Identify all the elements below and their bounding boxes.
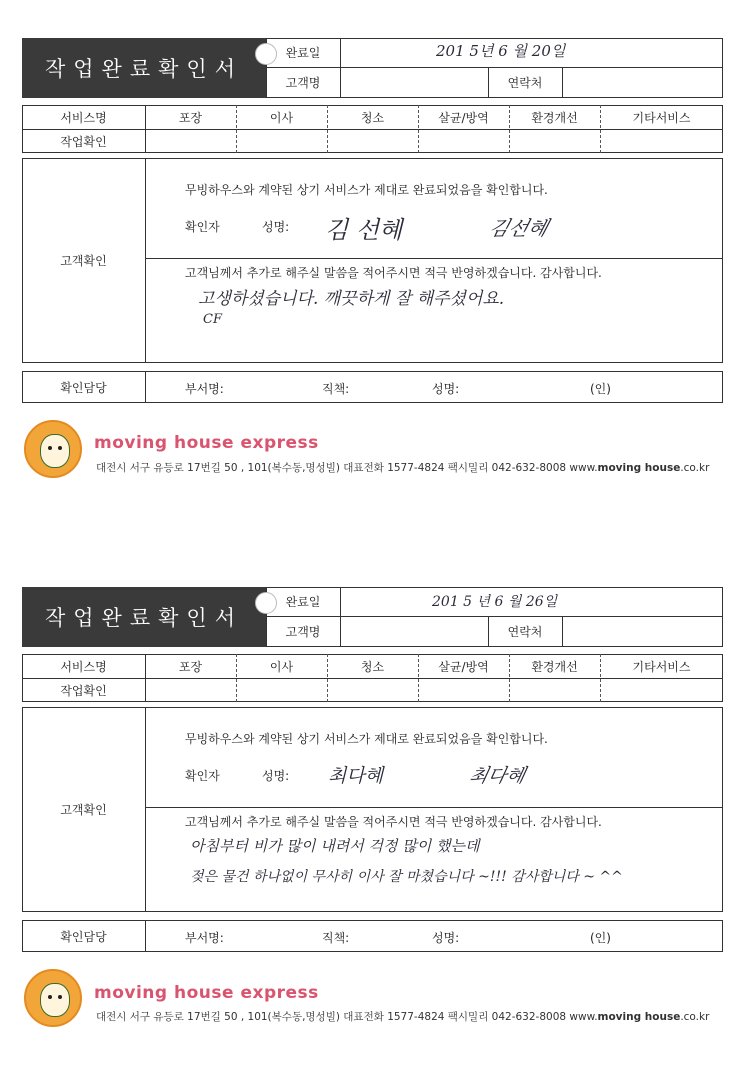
- company-address: 대전시 서구 유등로 17번길 50 , 101(복수동,명성빌) 대표전화 1577-4824 팩시밀리 042-632-8008 www.moving house.co.kr: [96, 1011, 710, 1023]
- handwritten-comment-line-2: 젖은 물건 하나없이 무사히 이사 잘 마쳤습니다 ~!!! 감사합니다 ~ ^^: [190, 869, 623, 885]
- completion-date-value: 201 5년 6 월 20일: [436, 42, 566, 60]
- customer-confirm-label: 고객확인: [60, 254, 107, 268]
- confirmer-label: 확인자: [185, 220, 220, 234]
- signature: 김선혜: [486, 216, 551, 240]
- service-other: 기타서비스: [632, 110, 691, 125]
- manager-name-label: 성명:: [432, 931, 460, 945]
- handwritten-comment-line-1: 아침부터 비가 많이 내려서 걱정 많이 했는데: [190, 837, 480, 855]
- contact-label: 연락처: [507, 625, 543, 639]
- company-logo: [24, 420, 82, 478]
- form-title: 작업완료확인서: [22, 38, 266, 98]
- company-logo: [24, 969, 82, 1027]
- handwritten-name: 최다혜: [328, 765, 384, 787]
- signature: 최다혜: [467, 765, 528, 787]
- completion-date-value: 201 5 년 6 월 26일: [432, 594, 558, 610]
- handwritten-comment-line-1: 고생하셨습니다. 깨끗하게 잘 해주셨어요.: [198, 289, 505, 309]
- contact-label: 연락처: [507, 76, 543, 90]
- service-environment: 환경개선: [531, 659, 578, 674]
- completion-date-label: 완료일: [285, 46, 321, 60]
- brand-name: moving house express: [94, 983, 319, 1003]
- confirm-statement: 무빙하우스와 계약된 상기 서비스가 제대로 완료되었음을 확인합니다.: [185, 732, 548, 746]
- position-label: 직책:: [322, 931, 350, 945]
- completion-form-2: [0, 549, 740, 1069]
- service-name-label: 서비스명: [60, 659, 107, 674]
- service-packing: 포장: [178, 659, 203, 674]
- seal-label: (인): [590, 382, 611, 396]
- handwritten-mark: CF: [203, 312, 222, 327]
- confirmer-name-label: 성명:: [262, 220, 290, 234]
- service-cleaning: 청소: [360, 110, 385, 125]
- work-confirm-label: 작업확인: [60, 134, 107, 149]
- service-name-label: 서비스명: [60, 110, 107, 125]
- position-label: 직책:: [322, 382, 350, 396]
- customer-name-label: 고객명: [285, 76, 321, 90]
- manager-label: 확인담당: [60, 929, 107, 944]
- completion-date-label: 완료일: [285, 595, 321, 609]
- work-confirm-label: 작업확인: [60, 683, 107, 698]
- manager-name-label: 성명:: [432, 382, 460, 396]
- service-moving: 이사: [269, 110, 294, 125]
- confirm-statement: 무빙하우스와 계약된 상기 서비스가 제대로 완료되었음을 확인합니다.: [185, 183, 548, 197]
- service-other: 기타서비스: [632, 659, 691, 674]
- dept-label: 부서명:: [185, 931, 224, 945]
- customer-confirm-label: 고객확인: [60, 803, 107, 817]
- service-sterilization: 살균/방역: [438, 659, 489, 674]
- service-moving: 이사: [269, 659, 294, 674]
- confirmer-label: 확인자: [185, 769, 220, 783]
- request-statement: 고객님께서 추가로 해주실 말씀을 적어주시면 적극 반영하겠습니다. 감사합니다.: [185, 266, 602, 280]
- service-environment: 환경개선: [531, 110, 578, 125]
- service-packing: 포장: [178, 110, 203, 125]
- company-address: 대전시 서구 유등로 17번길 50 , 101(복수동,명성빌) 대표전화 1577-4824 팩시밀리 042-632-8008 www.moving house.co.kr: [96, 462, 710, 474]
- handwritten-name: 김 선혜: [325, 216, 403, 244]
- seal-label: (인): [590, 931, 611, 945]
- form-title: 작업완료확인서: [22, 587, 266, 647]
- brand-name: moving house express: [94, 433, 319, 453]
- manager-label: 확인담당: [60, 380, 107, 395]
- service-sterilization: 살균/방역: [438, 110, 489, 125]
- dept-label: 부서명:: [185, 382, 224, 396]
- confirmer-name-label: 성명:: [262, 769, 290, 783]
- customer-name-label: 고객명: [285, 625, 321, 639]
- completion-form-1: [0, 0, 740, 520]
- service-cleaning: 청소: [360, 659, 385, 674]
- request-statement: 고객님께서 추가로 해주실 말씀을 적어주시면 적극 반영하겠습니다. 감사합니다.: [185, 815, 602, 829]
